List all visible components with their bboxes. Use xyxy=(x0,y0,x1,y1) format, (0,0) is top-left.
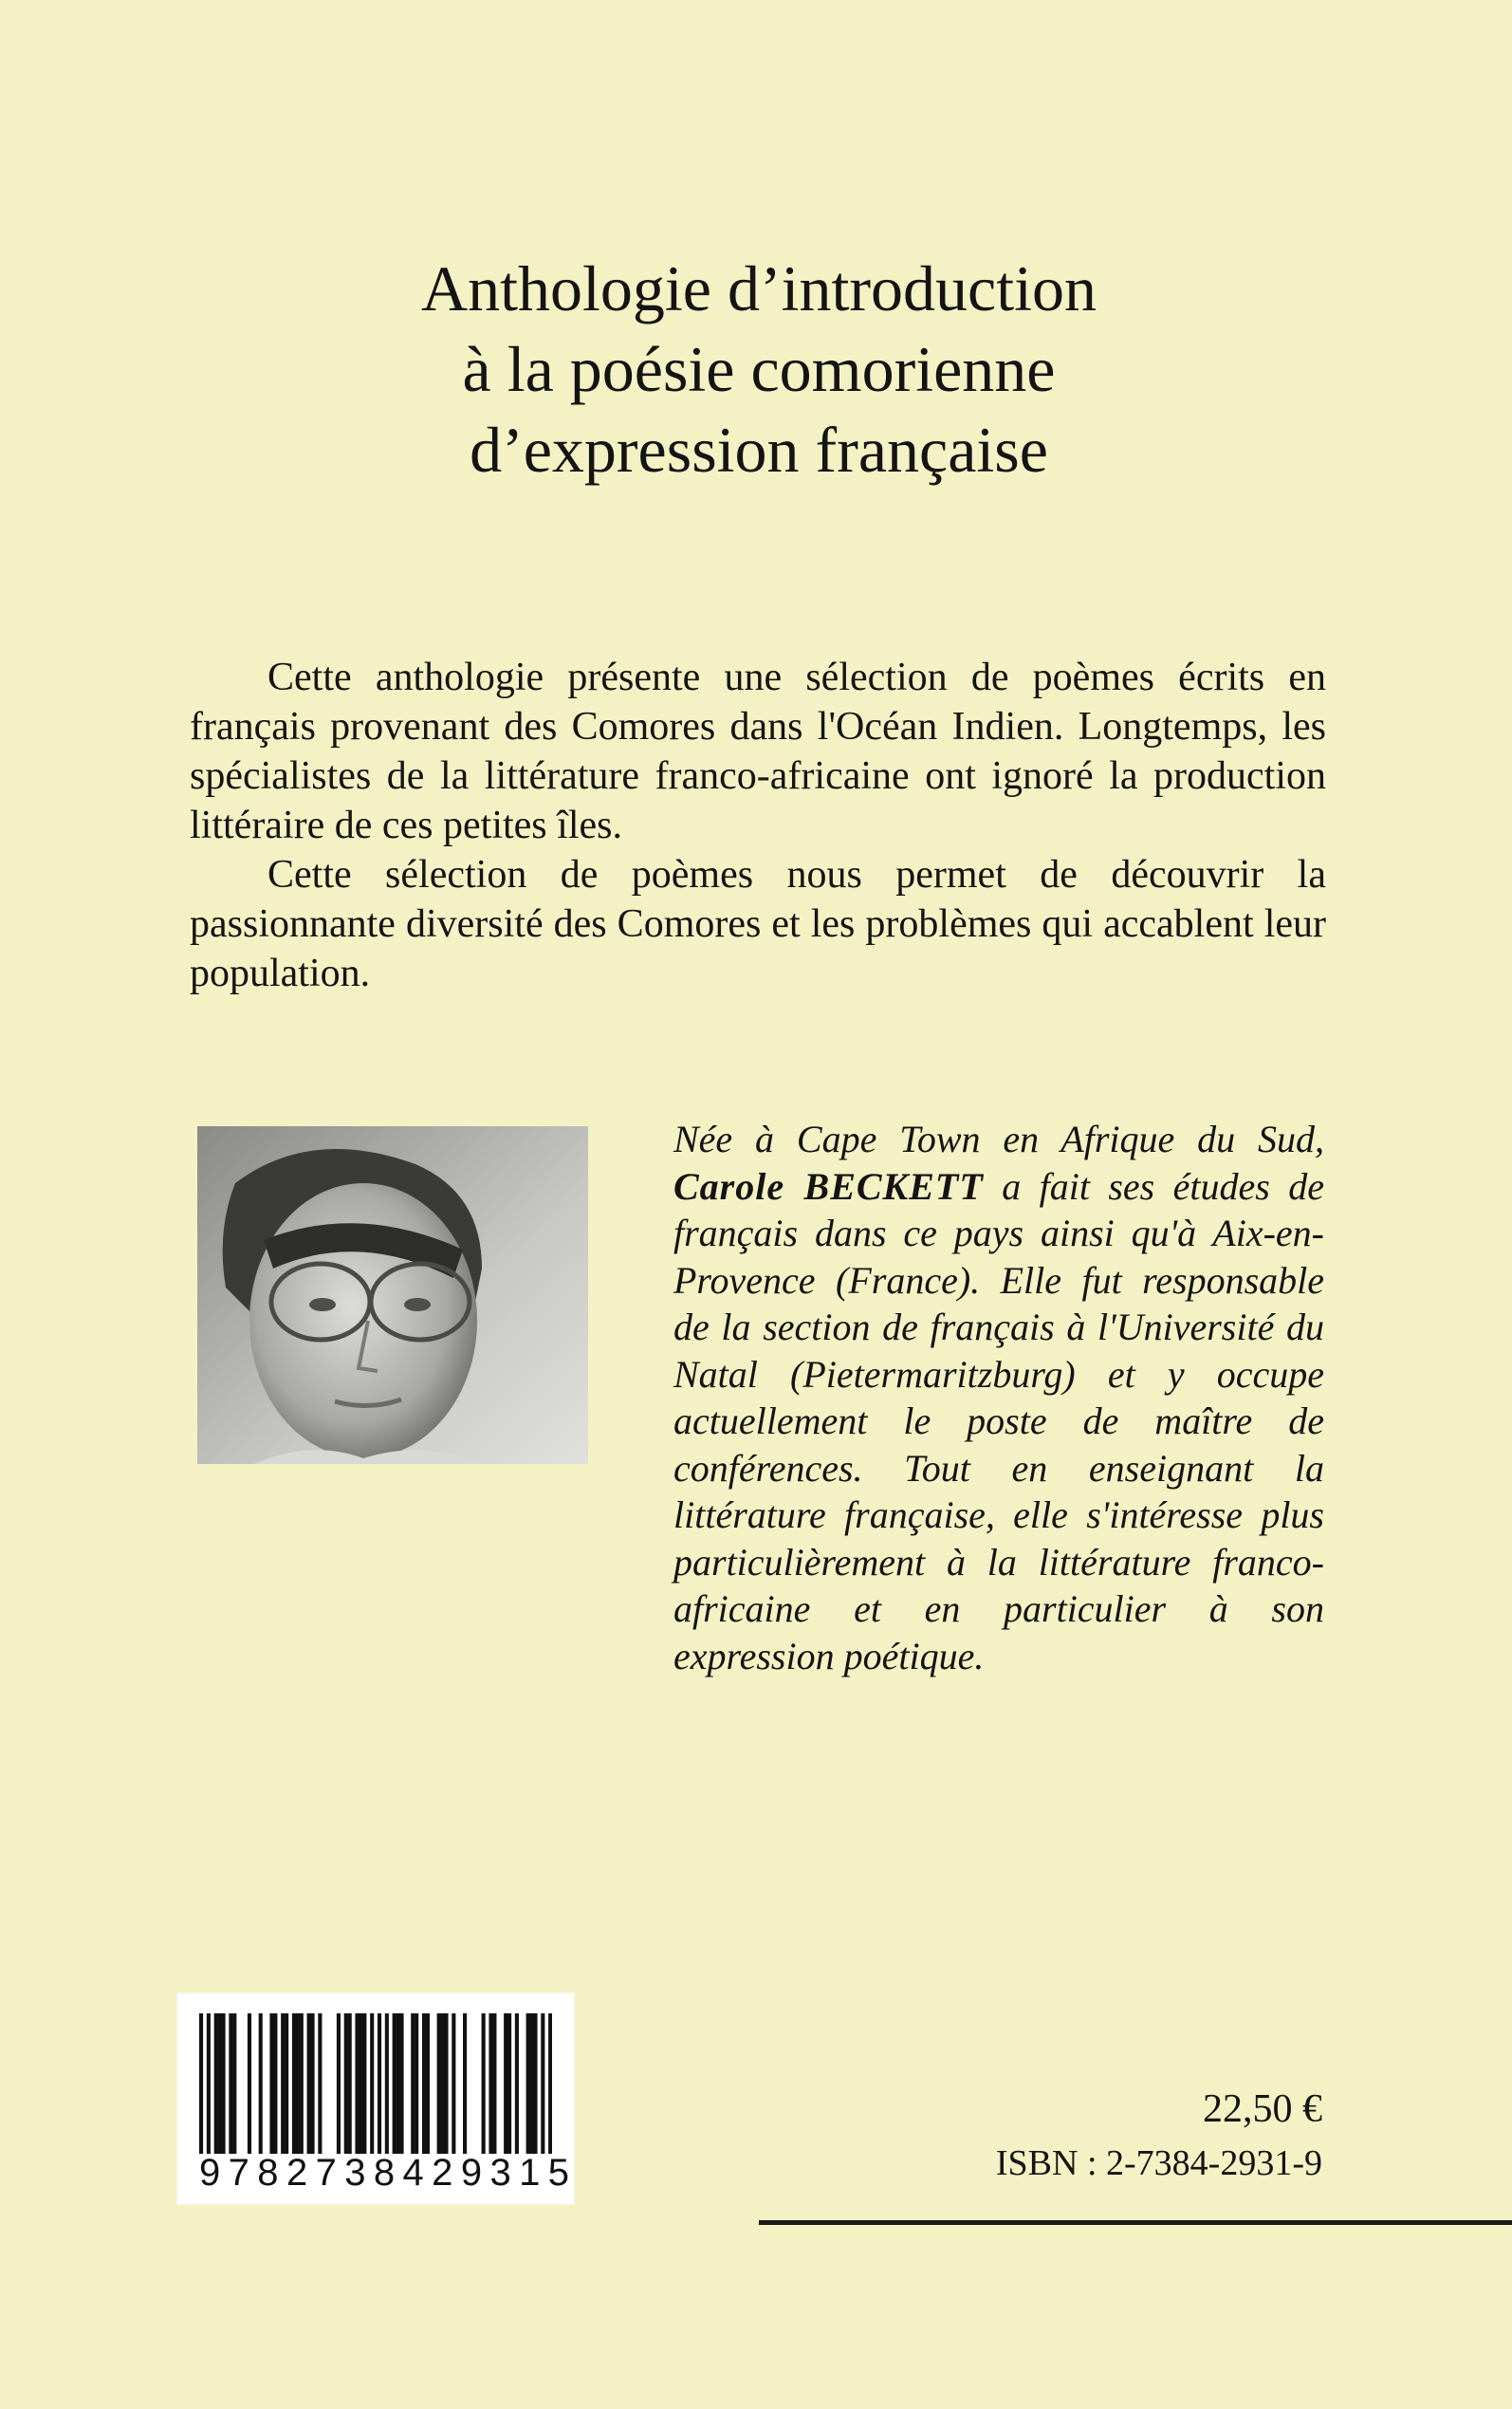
barcode-bar xyxy=(482,2013,486,2154)
barcode-bar xyxy=(259,2013,263,2154)
isbn: ISBN : 2-7384-2931-9 xyxy=(995,2143,1322,2183)
title-line-2: à la poésie comorienne xyxy=(462,333,1056,405)
author-photo xyxy=(197,1126,588,1464)
barcode-bar xyxy=(507,2013,511,2154)
barcode-bar xyxy=(307,2013,311,2154)
bottom-rule xyxy=(759,2220,1512,2225)
barcode-bar xyxy=(437,2013,441,2154)
barcode-bar xyxy=(426,2013,430,2154)
barcode-digits: 9782738429315 xyxy=(199,2152,578,2194)
barcode-bars xyxy=(199,2013,552,2154)
book-title xyxy=(285,249,1233,491)
barcode-bar xyxy=(441,2013,445,2154)
barcode-bar xyxy=(411,2013,415,2154)
barcode-bar xyxy=(232,2013,236,2154)
barcode-bar xyxy=(489,2013,492,2154)
barcode xyxy=(176,1992,578,2205)
title-line-1: Anthologie d’introduction xyxy=(420,252,1097,324)
barcode-bar xyxy=(229,2013,232,2154)
barcode-bar xyxy=(344,2013,348,2154)
barcode-bar xyxy=(310,2013,314,2154)
barcode-bar xyxy=(444,2013,448,2154)
barcode-bar xyxy=(318,2013,322,2154)
barcode-bar xyxy=(296,2013,300,2154)
barcode-bar xyxy=(292,2013,296,2154)
author-name: Carole BECKETT xyxy=(673,1164,984,1208)
title-line-3: d’expression française xyxy=(470,414,1048,486)
barcode-bar xyxy=(362,2013,366,2154)
bio-rest: a fait ses études de français dans ce pays ainsi qu'à Aix-en-Provence (France). Elle fut responsable de la section de français à l'Université du Natal (Pietermaritzburg) et y occupe actuellement le poste de maître de conférences. Tout en enseignant la littérature française, elle s'intéresse plus particulièrement à la littérature franco-africaine et en particulier à son expression poétique. xyxy=(673,1164,1324,1677)
barcode-bar xyxy=(359,2013,362,2154)
barcode-bar xyxy=(541,2013,544,2154)
barcode-bar xyxy=(370,2013,374,2154)
barcode-bar xyxy=(526,2013,530,2154)
barcode-bar xyxy=(199,2013,203,2154)
barcode-bar xyxy=(300,2013,304,2154)
summary-paragraph-2: Cette sélection de poèmes nous permet de découvrir la passionnante diversité des Comores et les problèmes qui accablent leur population. xyxy=(190,853,1326,995)
barcode-bar xyxy=(221,2013,225,2154)
author-bio xyxy=(609,1116,1324,1679)
barcode-bar xyxy=(533,2013,537,2154)
barcode-bar xyxy=(214,2013,218,2154)
barcode-bar xyxy=(385,2013,389,2154)
barcode-bar xyxy=(452,2013,455,2154)
barcode-bar xyxy=(492,2013,496,2154)
barcode-bar xyxy=(281,2013,285,2154)
barcode-bar xyxy=(463,2013,467,2154)
barcode-bar xyxy=(273,2013,277,2154)
barcode-bar xyxy=(248,2013,251,2154)
barcode-bar xyxy=(415,2013,418,2154)
barcode-bar xyxy=(393,2013,396,2154)
book-summary xyxy=(190,653,1326,998)
barcode-bar xyxy=(422,2013,426,2154)
barcode-bar xyxy=(504,2013,507,2154)
barcode-bar xyxy=(396,2013,400,2154)
barcode-bar xyxy=(530,2013,534,2154)
barcode-bar xyxy=(348,2013,352,2154)
barcode-bar xyxy=(399,2013,403,2154)
bio-intro: Née à Cape Town en Afrique du Sud, xyxy=(673,1118,1324,1160)
barcode-bar xyxy=(515,2013,519,2154)
barcode-bar xyxy=(207,2013,211,2154)
price: 22,50 € xyxy=(1203,2087,1322,2131)
barcode-bar xyxy=(548,2013,552,2154)
barcode-bar xyxy=(337,2013,341,2154)
barcode-bar xyxy=(378,2013,381,2154)
barcode-bar xyxy=(355,2013,359,2154)
barcode-bar xyxy=(285,2013,288,2154)
barcode-bar xyxy=(269,2013,273,2154)
summary-paragraph-1: Cette anthologie présente une sélection de poèmes écrits en français provenant des Comores dans l'Océan Indien. Longtemps, les spécialistes de la littérature franco-africaine ont ignoré la production littéraire de ces petites îles. xyxy=(190,656,1326,847)
barcode-bar xyxy=(218,2013,222,2154)
